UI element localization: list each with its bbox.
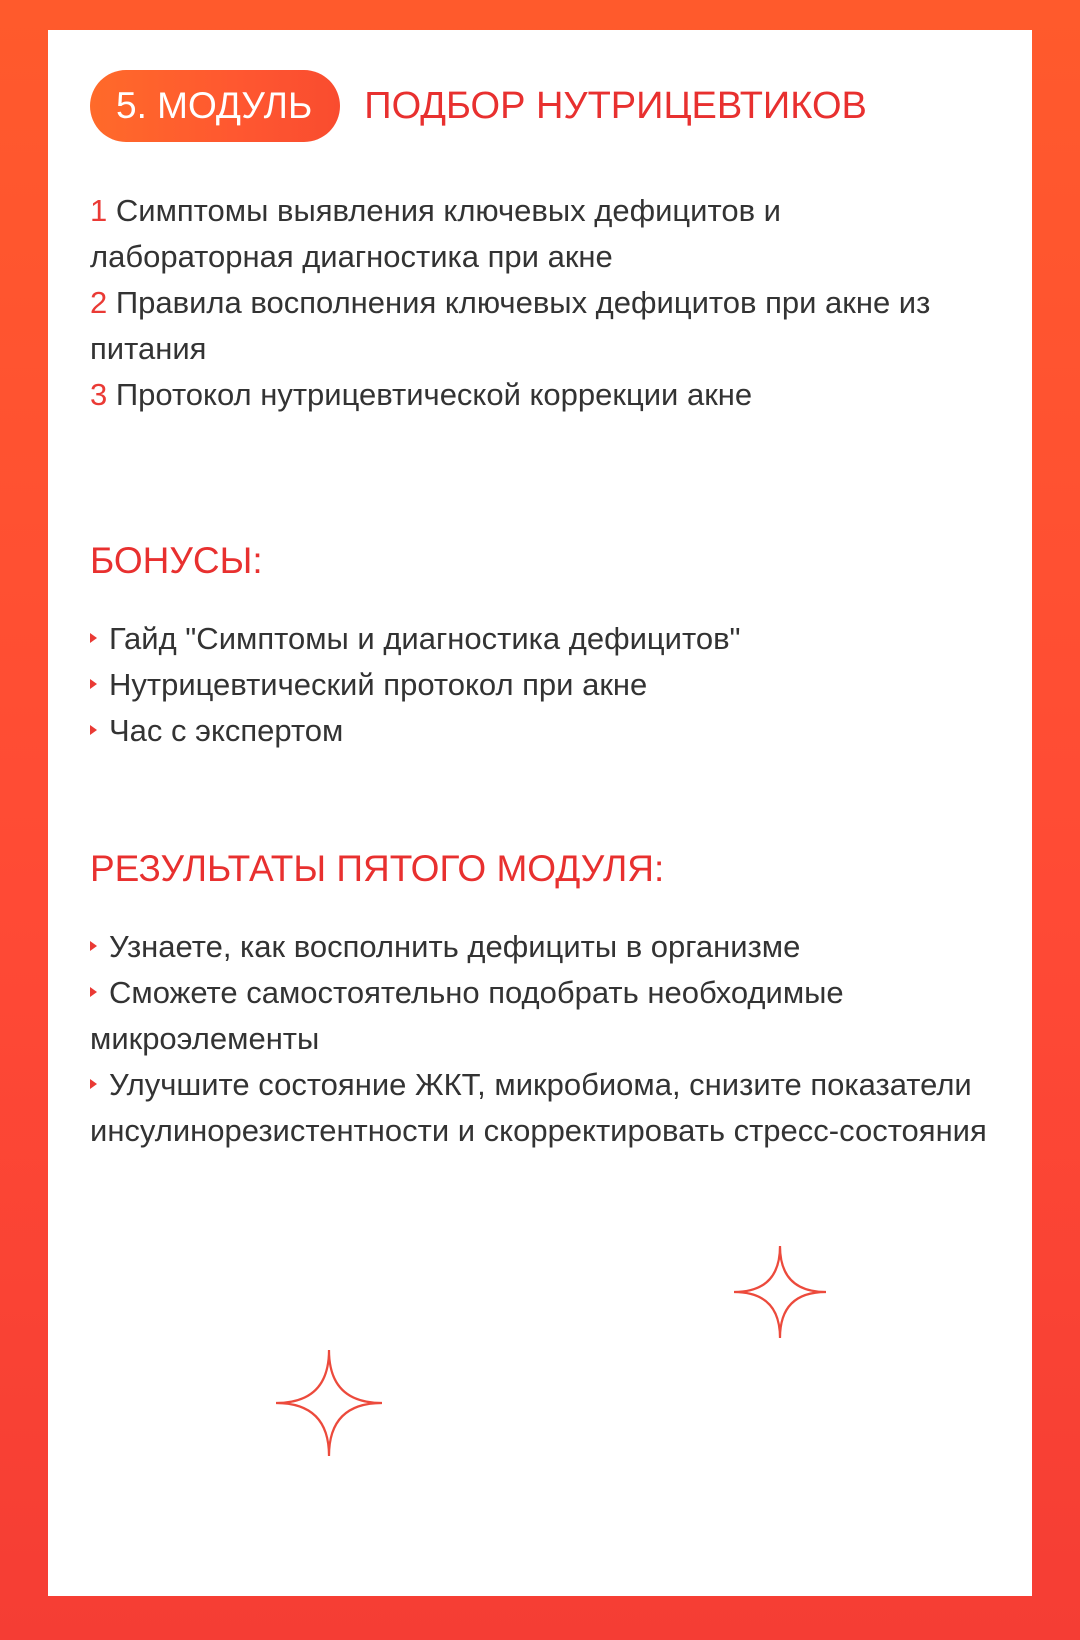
bonuses-heading: БОНУСЫ:	[90, 540, 263, 581]
result-item-text: Улучшите состояние ЖКТ, микробиома, снизите показатели инсулинорезистентности и скорректировать стресс-состояния	[90, 1067, 987, 1148]
bonus-item-text: Час с экспертом	[109, 713, 344, 748]
bullet-triangle-icon	[90, 987, 97, 997]
module-card	[48, 30, 1032, 1596]
topic-number: 1	[90, 193, 108, 228]
topic-item	[90, 188, 992, 280]
result-item	[90, 924, 992, 970]
bullet-triangle-icon	[90, 633, 97, 643]
bonus-item	[90, 616, 992, 662]
topics-list	[90, 188, 992, 418]
topic-number: 2	[90, 285, 108, 320]
sparkle-icon	[276, 1350, 382, 1456]
results-list	[90, 924, 992, 1154]
result-item-text: Сможете самостоятельно подобрать необходимые микроэлементы	[90, 975, 844, 1056]
module-header	[90, 70, 867, 142]
bullet-triangle-icon	[90, 941, 97, 951]
topic-item	[90, 280, 992, 372]
bullet-triangle-icon	[90, 725, 97, 735]
bonus-item-text: Гайд "Симптомы и диагностика дефицитов"	[109, 621, 741, 656]
bonuses-list	[90, 616, 992, 754]
bonus-item	[90, 708, 992, 754]
module-number-badge: 5. МОДУЛЬ	[90, 70, 340, 142]
topic-text: Протокол нутрицевтической коррекции акне	[115, 377, 753, 412]
bullet-triangle-icon	[90, 679, 97, 689]
result-item	[90, 970, 992, 1062]
topic-item	[90, 372, 992, 418]
module-title: ПОДБОР НУТРИЦЕВТИКОВ	[364, 84, 867, 127]
bonus-item-text: Нутрицевтический протокол при акне	[109, 667, 648, 702]
topic-number: 3	[90, 377, 108, 412]
topic-text: Правила восполнения ключевых дефицитов при акне из питания	[90, 285, 931, 366]
bonus-item	[90, 662, 992, 708]
result-item-text: Узнаете, как восполнить дефициты в организме	[109, 929, 801, 964]
topic-text: Симптомы выявления ключевых дефицитов и лабораторная диагностика при акне	[90, 193, 781, 274]
bullet-triangle-icon	[90, 1079, 97, 1089]
result-item	[90, 1062, 992, 1154]
results-heading: РЕЗУЛЬТАТЫ ПЯТОГО МОДУЛЯ:	[90, 848, 665, 889]
sparkle-icon	[734, 1246, 826, 1338]
